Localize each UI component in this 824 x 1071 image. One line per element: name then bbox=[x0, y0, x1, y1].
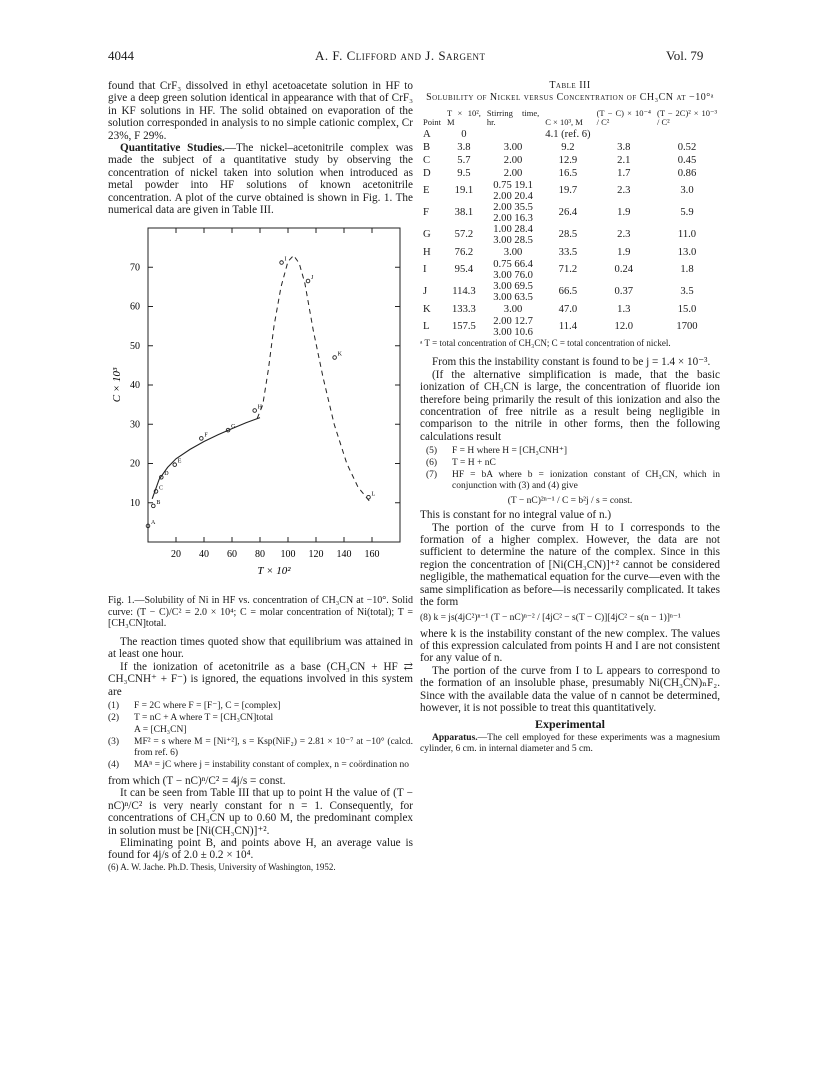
equation bbox=[426, 470, 720, 492]
cell-ratio1: 1.7 bbox=[617, 167, 631, 179]
data-point bbox=[306, 280, 310, 284]
paragraph-text: —The cell employed for these experiments was a magnesium cylinder, 6 cm. in internal diameter and 5 cm. bbox=[420, 732, 720, 754]
table-row bbox=[420, 303, 720, 316]
cell-point: B bbox=[423, 141, 431, 153]
cell-point: E bbox=[423, 185, 430, 197]
cell-point: J bbox=[423, 286, 428, 298]
cell-ratio1: 2.1 bbox=[617, 154, 631, 166]
equation-text: T = H + nC bbox=[452, 458, 496, 469]
solid-curve bbox=[152, 418, 260, 499]
section-heading: Quantitative Studies. bbox=[120, 142, 225, 155]
data-point bbox=[367, 496, 371, 500]
cell-ratio1: 2.3 bbox=[617, 229, 631, 241]
data-point bbox=[173, 463, 177, 467]
table-row bbox=[420, 128, 720, 141]
cell-stirring: 3.00 bbox=[503, 246, 523, 258]
table-column-header: (T − C) × 10⁻⁴ / C² bbox=[596, 108, 652, 128]
cell-t: 157.5 bbox=[451, 321, 476, 333]
cell-c: 66.5 bbox=[558, 286, 578, 298]
paragraph bbox=[420, 733, 720, 755]
equation-list bbox=[420, 446, 720, 492]
cell-ratio2: 11.0 bbox=[677, 229, 697, 241]
cell-stirring bbox=[484, 259, 542, 281]
x-axis-label: T × 10² bbox=[257, 565, 291, 578]
stirring-entry: 0.75 19.1 bbox=[493, 180, 533, 192]
data-point-label: J bbox=[311, 275, 314, 282]
cell-ratio2: 3.5 bbox=[680, 286, 694, 298]
cell-c: 4.1 (ref. 6) bbox=[545, 128, 591, 140]
cell-stirring bbox=[484, 202, 542, 224]
cell-t: 57.2 bbox=[454, 229, 474, 241]
cell-c: 71.2 bbox=[558, 264, 578, 276]
equation bbox=[108, 737, 413, 759]
stirring-entry: 3.00 76.0 bbox=[493, 270, 533, 282]
paragraph: This is constant for no integral value of n.) bbox=[420, 509, 612, 522]
data-point-label: G bbox=[231, 424, 236, 431]
table-row bbox=[420, 316, 720, 338]
cell-ratio2: 0.45 bbox=[677, 154, 697, 166]
dashed-curve bbox=[257, 256, 369, 501]
cell-ratio2: 5.9 bbox=[680, 207, 694, 219]
cell-point: C bbox=[423, 154, 431, 166]
cell-point: K bbox=[423, 303, 431, 315]
paragraph bbox=[108, 142, 413, 216]
table-row bbox=[420, 281, 720, 303]
cell-stirring: 2.00 bbox=[503, 154, 523, 166]
cell-ratio1: 3.8 bbox=[617, 141, 631, 153]
x-tick-label: 80 bbox=[255, 549, 265, 561]
cell-ratio1: 1.9 bbox=[617, 207, 631, 219]
equation-8: (8) k = js(4jC²)ⁿ⁻¹ (T − nC)ⁿ⁻² / [4jC² − s(T − C)][4jC² − s(n − 1)]ⁿ⁻¹ bbox=[420, 612, 681, 623]
cell-ratio2: 0.52 bbox=[677, 141, 697, 153]
equation-text: F = 2C where F = [F⁻], C = [complex] bbox=[134, 701, 281, 711]
paragraph: The reaction times quoted show that equilibrium was attained in at least one hour. bbox=[108, 635, 413, 661]
table-column-header: Stirring time, hr. bbox=[486, 108, 540, 128]
cell-c: 47.0 bbox=[558, 303, 578, 315]
table-column-header: C × 10³, M bbox=[545, 117, 583, 128]
y-tick-label: 30 bbox=[130, 419, 140, 431]
table-row bbox=[420, 141, 720, 154]
y-tick-label: 20 bbox=[130, 458, 140, 470]
data-point-label: L bbox=[371, 491, 376, 498]
stirring-entry: 3.00 69.5 bbox=[493, 281, 533, 293]
cell-c: 33.5 bbox=[558, 246, 578, 258]
paragraph: The portion of the curve from I to L appears to correspond to the formation of an insoluble phase, presumably Ni(CH₃CN)ₙF₂. Since with the available data the value of n cannot be determined, however, it is not possible to treat this quantitatively. bbox=[420, 664, 720, 714]
page-number: 4044 bbox=[108, 48, 134, 63]
paragraph: where k is the instability constant of the new complex. The values of this expression calculated from points H and I are not consistent for any value of n. bbox=[420, 627, 720, 665]
equation-list bbox=[108, 701, 413, 771]
table-footnote: ᵃ T = total concentration of CH₃CN; C = total concentration of nickel. bbox=[420, 338, 671, 349]
x-tick-label: 120 bbox=[308, 549, 324, 561]
data-point-label: H bbox=[257, 404, 263, 411]
cell-stirring: 3.00 bbox=[503, 141, 523, 153]
data-point bbox=[152, 505, 156, 509]
cell-ratio2: 1.8 bbox=[680, 264, 694, 276]
figure-caption: Fig. 1.—Solubility of Ni in HF vs. concentration of CH₃CN at −10°. Solid curve: (T − C)/C² = 2.0 × 10⁴; C = molar concentration of Ni(total); T = [CH₃CN]total. bbox=[108, 595, 413, 630]
cell-stirring bbox=[484, 316, 542, 338]
equation-const: (T − nC)²ⁿ⁻¹ / C = b²j / s = const. bbox=[507, 496, 633, 507]
paragraph: The portion of the curve from H to I corresponds to the formation of a higher complex. However, the data are not sufficient to determine the nature of the complex. Since in this region the concentration of [Ni(CH₃CN)]⁺² cannot be considered negligible, the mathematical equation for the curve—even with the same simplification as before—is necessarily complicated. It takes the form bbox=[420, 521, 720, 609]
cell-t: 76.2 bbox=[454, 246, 474, 258]
equation-text: MAⁿ = jC where j = instability constant of complex, n = coördination no bbox=[134, 760, 409, 770]
x-tick-label: 100 bbox=[280, 549, 296, 561]
table-header-row bbox=[420, 108, 720, 128]
equation-number: (3) bbox=[108, 737, 120, 747]
equation-text: MF² = s where M = [Ni⁺²], s = Ksp(NiF₂) = 2.81 × 10⁻⁷ at −10° (calcd. from ref. 6) bbox=[134, 737, 413, 758]
table-label: Table III bbox=[549, 80, 591, 91]
table-title: Solubility of Nickel versus Concentration of CH₃CN at −10°ᵃ bbox=[426, 92, 714, 104]
cell-point: G bbox=[423, 229, 431, 241]
solubility-chart bbox=[108, 220, 413, 595]
cell-ratio2: 1700 bbox=[676, 321, 698, 333]
paragraph: If the ionization of acetonitrile as a base (CH₃CN + HF ⇄ CH₃CNH⁺ + F⁻) is ignored, the equations involved in this system are bbox=[108, 660, 413, 698]
stirring-entry: 2.00 16.3 bbox=[493, 213, 533, 225]
data-point-label: D bbox=[164, 471, 169, 478]
paragraph: (If the alternative simplification is made, that the basic ionization of CH₃CN is large, the concentration of fluoride ion therefore being primarily the result of this ionization and also the concentration of free nitrile as a result being negligible in comparison to the nitrile in other forms, then the following calculations result bbox=[420, 368, 720, 443]
cell-c: 16.5 bbox=[558, 167, 578, 179]
left-column bbox=[108, 80, 413, 872]
cell-ratio2 bbox=[654, 128, 720, 141]
stirring-entry: 3.00 63.5 bbox=[493, 292, 533, 304]
equation bbox=[426, 446, 720, 457]
cell-ratio2: 13.0 bbox=[677, 246, 697, 258]
equation-number: (5) bbox=[426, 446, 438, 457]
paragraph-text: —The nickel–acetonitrile complex was made the subject of a quantitative study by observing the concentration of nickel taken into solution when introduced as metal powder into HF solutions of known acetonitrile concentration. A plot of the curve obtained is shown in Fig. 1. The numerical data are given in Table III. bbox=[108, 142, 414, 217]
x-tick-label: 20 bbox=[171, 549, 181, 561]
table-row bbox=[420, 202, 720, 224]
cell-point: I bbox=[423, 264, 427, 276]
cell-ratio1 bbox=[594, 128, 654, 141]
paragraph: from which (T − nC)ⁿ/C² = 4j/s = const. bbox=[108, 775, 286, 787]
data-point bbox=[333, 356, 337, 360]
x-tick-label: 40 bbox=[199, 549, 209, 561]
cell-stirring bbox=[484, 128, 542, 141]
y-tick-label: 60 bbox=[130, 301, 140, 313]
cell-point: H bbox=[423, 246, 431, 258]
y-tick-label: 10 bbox=[130, 498, 140, 510]
cell-ratio1: 2.3 bbox=[617, 185, 631, 197]
equation-number: (7) bbox=[426, 470, 438, 481]
table-row bbox=[420, 167, 720, 180]
cell-ratio2: 0.86 bbox=[677, 167, 697, 179]
running-head-authors: A. F. Clifford and J. Sargent bbox=[315, 48, 486, 63]
equation-number: (2) bbox=[108, 713, 120, 723]
data-point-label: E bbox=[177, 459, 182, 466]
equation bbox=[108, 701, 413, 712]
footnote: (6) A. W. Jache. Ph.D. Thesis, University of Washington, 1952. bbox=[108, 861, 336, 872]
equation-text: HF = bA where b = ionization constant of CH₃CN, which in conjunction with (3) and (4) give bbox=[452, 470, 720, 492]
table-row bbox=[420, 180, 720, 202]
subsection-heading: Apparatus. bbox=[432, 732, 478, 743]
data-point bbox=[253, 409, 257, 413]
data-point-label: I bbox=[284, 257, 287, 264]
cell-c: 19.7 bbox=[558, 185, 578, 197]
cell-point: L bbox=[423, 321, 430, 333]
stirring-entry: 0.75 66.4 bbox=[493, 259, 533, 271]
stirring-entry: 3.00 10.6 bbox=[493, 327, 533, 339]
cell-point: F bbox=[423, 207, 429, 219]
cell-c: 12.9 bbox=[558, 154, 578, 166]
x-tick-label: 140 bbox=[336, 549, 352, 561]
equation-number bbox=[108, 725, 134, 736]
data-point-label: B bbox=[156, 500, 161, 507]
cell-stirring bbox=[484, 180, 542, 202]
stirring-entry: 2.00 12.7 bbox=[493, 316, 533, 328]
cell-ratio1: 1.9 bbox=[617, 246, 631, 258]
cell-t: 0 bbox=[461, 128, 467, 140]
cell-stirring: 3.00 bbox=[503, 303, 523, 315]
cell-c: 26.4 bbox=[558, 207, 578, 219]
cell-c: 9.2 bbox=[561, 141, 575, 153]
right-column bbox=[420, 80, 720, 755]
cell-c: 28.5 bbox=[558, 229, 578, 241]
paragraph: From this the instability constant is found to be j = 1.4 × 10⁻³. bbox=[432, 356, 711, 369]
equation bbox=[108, 760, 413, 771]
table-column-header: T × 10², M bbox=[446, 108, 481, 128]
y-tick-label: 40 bbox=[130, 380, 140, 392]
data-point bbox=[200, 437, 204, 441]
data-point bbox=[280, 261, 284, 265]
cell-t: 3.8 bbox=[457, 141, 471, 153]
cell-stirring: 2.00 bbox=[503, 167, 523, 179]
stirring-entry: 2.00 20.4 bbox=[493, 191, 533, 203]
table-row bbox=[420, 259, 720, 281]
equation-number: (6) bbox=[426, 458, 438, 469]
table-row bbox=[420, 246, 720, 259]
cell-ratio1: 0.24 bbox=[614, 264, 634, 276]
equation-text: A = [CH₃CN] bbox=[134, 725, 187, 735]
cell-t: 9.5 bbox=[457, 167, 471, 179]
cell-point: D bbox=[423, 167, 431, 179]
cell-c: 11.4 bbox=[558, 321, 577, 333]
equation bbox=[108, 713, 413, 724]
y-axis-label: C × 10³ bbox=[111, 368, 123, 403]
cell-t: 5.7 bbox=[457, 154, 471, 166]
table-iii bbox=[420, 108, 720, 338]
equation-text: T = nC + A where T = [CH₃CN]total bbox=[134, 713, 274, 723]
data-point-label: C bbox=[158, 485, 163, 492]
equation bbox=[426, 458, 720, 469]
x-tick-label: 60 bbox=[227, 549, 237, 561]
stirring-entry: 3.00 28.5 bbox=[493, 235, 533, 247]
cell-ratio2: 15.0 bbox=[677, 303, 697, 315]
table-row bbox=[420, 154, 720, 167]
cell-t: 38.1 bbox=[454, 207, 474, 219]
data-point-label: K bbox=[337, 351, 342, 358]
equation-number: (4) bbox=[108, 760, 120, 770]
x-tick-label: 160 bbox=[364, 549, 380, 561]
stirring-entry: 1.00 28.4 bbox=[493, 224, 533, 236]
volume-label: Vol. 79 bbox=[666, 48, 704, 63]
cell-point: A bbox=[423, 128, 431, 140]
y-tick-label: 50 bbox=[130, 341, 140, 353]
y-tick-label: 70 bbox=[130, 262, 140, 274]
cell-t: 114.3 bbox=[452, 286, 476, 298]
cell-t: 95.4 bbox=[454, 264, 474, 276]
plot-frame bbox=[148, 228, 400, 542]
cell-t: 133.3 bbox=[451, 303, 476, 315]
data-point-label: F bbox=[204, 432, 208, 439]
cell-stirring bbox=[484, 281, 542, 303]
cell-ratio2: 3.0 bbox=[680, 185, 694, 197]
table-column-header: (T − 2C)² × 10⁻³ / C² bbox=[657, 108, 717, 128]
cell-stirring bbox=[484, 224, 542, 246]
equation-text: F = H where H = [CH₃CNH⁺] bbox=[452, 446, 568, 457]
cell-ratio1: 1.3 bbox=[617, 303, 631, 315]
cell-ratio1: 12.0 bbox=[614, 321, 634, 333]
paragraph: Eliminating point B, and points above H, an average value is found for 4j/s of 2.0 ± 0.2 × 10⁴. bbox=[108, 837, 413, 862]
cell-ratio1: 0.37 bbox=[614, 286, 634, 298]
table-row bbox=[420, 224, 720, 246]
equation-number: (1) bbox=[108, 701, 120, 711]
paragraph: found that CrF₃ dissolved in ethyl acetoacetate solution in HF to give a deep green solution identical in appearance with that of CrF₃ in KF solutions in HF. The solid obtained on evaporation of the solution corresponded in analysis to no simple cationic complex, Cr 23%, F 29%. bbox=[108, 80, 413, 142]
section-heading-experimental: Experimental bbox=[535, 717, 605, 732]
cell-t: 19.1 bbox=[454, 185, 474, 197]
table-body bbox=[420, 128, 720, 338]
stirring-entry: 2.00 35.5 bbox=[493, 202, 533, 214]
figure-1 bbox=[108, 220, 413, 595]
equation bbox=[108, 725, 413, 736]
paragraph: It can be seen from Table III that up to point H the value of (T − nC)ⁿ/C² is very nearly constant for n = 1. Consequently, for concentrations of CH₃CN up to 0.60 M, the predominant complex in solution must be [Ni(CH₃CN)]⁺². bbox=[108, 787, 413, 837]
table-column-header: Point bbox=[423, 117, 441, 128]
data-point-label: A bbox=[151, 520, 156, 527]
